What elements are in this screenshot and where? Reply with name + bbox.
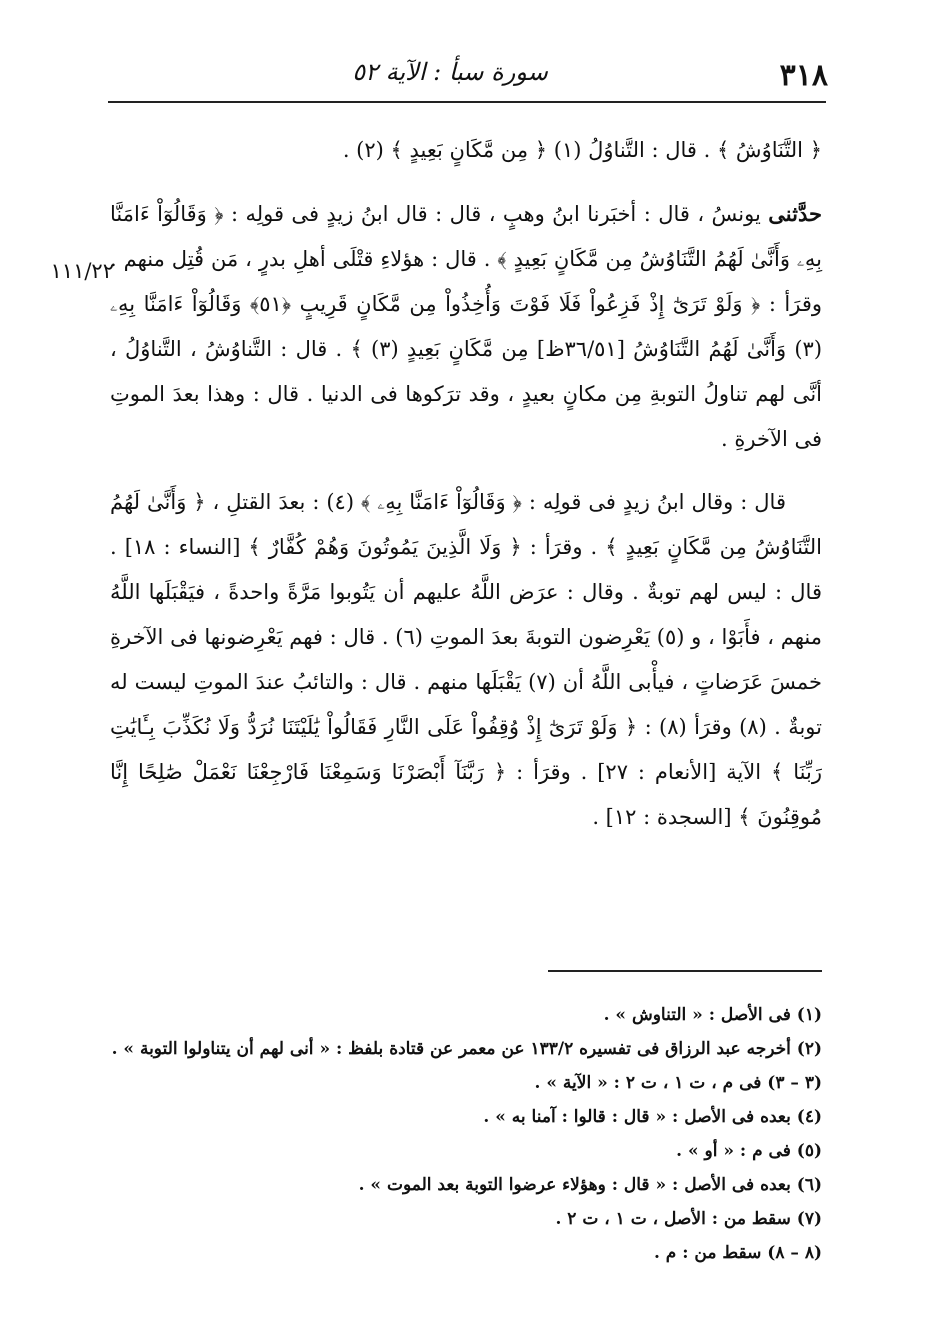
footnote-2: (٢) أخرجه عبد الرزاق فى تفسيره ١٣٣/٢ عن معمر عن قتادة بلفظ : « أنى لهم أن يتناولوا التوبة » . [111, 1039, 822, 1059]
footnote-5: (٥) فى م : « أو » . [676, 1141, 822, 1161]
paragraph-2-lead: حدَّثنى [768, 201, 822, 226]
footnote-7: (٧) سقط من : الأصل ، ت ١ ، ت ٢ . [555, 1209, 822, 1229]
footnote-rule [548, 970, 822, 972]
footnote-6: (٦) بعده فى الأصل : « قال : وهؤلاء عرضوا التوبة بعد الموت » . [358, 1175, 822, 1195]
paragraph-1 [110, 128, 822, 173]
footnote-8: (٨ – ٨) سقط من : م . [653, 1243, 822, 1263]
footnotes-list [110, 998, 822, 1270]
running-title: سورة سبأ : الآية ٥٢ [352, 58, 548, 86]
paragraph-1-text: ﴿ التَّنَاوُشُ ﴾ . قال : التَّناوُلُ (١) ﴿ مِن مَّكَانٍ بَعِيدٍ ﴾ (٢) . [342, 138, 822, 162]
paragraph-2 [110, 191, 822, 462]
page-header [0, 0, 940, 110]
page-number: ٣١٨ [779, 58, 828, 93]
footnote-1: (١) فى الأصل : « التناوش » . [603, 1005, 822, 1025]
header-rule [108, 101, 826, 103]
margin-reference: ١١١/٢٢ [50, 259, 114, 283]
main-text [110, 128, 822, 840]
footnote-4: (٤) بعده فى الأصل : « قال : قالوا : آمنا به » . [483, 1107, 822, 1127]
paragraph-3-text: قال : وقال ابنُ زيدٍ فى قولِه : ﴿ وَقَالُوٓاْ ءَامَنَّا بِهِۦ ﴾ (٤) : بعدَ القتلِ ، ﴿ وَأَنَّىٰ لَهُمُ التَّنَاوُشُ مِن مَّكَانٍ بَعِيدٍ ﴾ . وقرَأ : ﴿ وَلَا الَّذِينَ يَمُوتُونَ وَهُمْ كُفَّارٌ ﴾ [النساء : ١٨] . قال : ليس لهم توبةٌ . وقال : عرَض اللَّهُ عليهم أن يَتُوبوا مَرَّةً واحدةً ، فيَقْبَلَها اللَّهُ منهم ، فأَبَوْا ، و (٥) يَعْرِضون التوبةَ بعدَ الموتِ (٦) . قال : فهم يَعْرِضونها فى الآخرةِ خمسَ عَرَضاتٍ ، فيأْبى اللَّهُ أن (٧) يَقْبَلَها منهم . قال : والتائبُ عندَ الموتِ ليست له توبةٌ . (٨) وقرَأ (٨) : ﴿ وَلَوْ تَرَىٰٓ إِذْ وُقِفُواْ عَلَى النَّارِ فَقَالُواْ يَٰلَيْتَنَا نُرَدُّ وَلَا نُكَذِّبَ بِـَٔايَٰتِ رَبِّنَا ﴾ الآية [الأنعام : ٢٧] . وقرَأ : ﴿ رَبَّنَآ أَبْصَرْنَا وَسَمِعْنَا فَارْجِعْنَا نَعْمَلْ صَٰلِحًا إِنَّا مُوقِنُونَ ﴾ [السجدة : ١٢] . [110, 490, 823, 829]
paragraph-3 [110, 480, 822, 840]
footnote-3: (٣ – ٣) فى م ، ت ١ ، ت ٢ : « الآية » . [534, 1073, 822, 1093]
paragraph-2-text: يونسُ ، قال : أخبَرنا ابنُ وهبٍ ، قال : قال ابنُ زيدٍ فى قولِه : ﴿ وَقَالُوٓاْ ءَامَنَّا بِهِۦ وَأَنَّىٰ لَهُمُ التَّنَاوُشُ مِن مَّكَانٍ بَعِيدٍ ﴾ . قال : هؤلاءِ قتْلَى أهلِ بدرٍ ، مَن قُتِل منهم . وقرَأ : ﴿ وَلَوْ تَرَىٰٓ إِذْ فَزِعُواْ فَلَا فَوْتَ وَأُخِذُواْ مِن مَّكَانٍ قَرِيبٍ ﴿٥١﴾ وَقَالُوٓاْ ءَامَنَّا بِهِۦ (٣) وَأَنَّىٰ لَهُمُ التَّنَاوُشُ [٣٦/٥١ظ] مِن مَّكَانٍ بَعِيدٍ (٣) ﴾ . قال : التَّناوُشُ ، التَّناوُلُ ، أنَّى لهم تناولُ التوبةِ مِن مكانٍ بعيدٍ ، وقد ترَكوها فى الدنيا . قال : وهذا بعدَ الموتِ فى الآخرةِ . [110, 202, 823, 451]
